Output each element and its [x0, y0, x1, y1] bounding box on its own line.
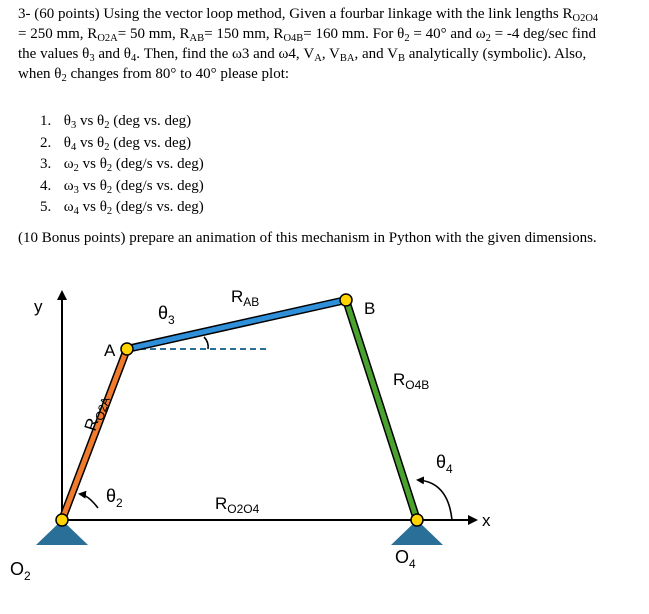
- pin-o4: [411, 514, 423, 526]
- theta4-label: $\theta_4$: [436, 452, 453, 476]
- point-a-label: A: [104, 341, 116, 360]
- o4-label: $O_4$: [395, 547, 416, 571]
- theta3-arc: [204, 337, 208, 349]
- link-o4b: [346, 300, 417, 520]
- rab-label: $R_{AB}$: [231, 287, 260, 309]
- theta2-label: $\theta_2$: [106, 486, 123, 510]
- point-b-label: B: [364, 299, 376, 318]
- task-item: 1. $\theta_3$ vs $\theta_2$ (deg vs. deg): [40, 113, 192, 131]
- task-item: 2. $\theta_4$ vs $\theta_2$ (deg vs. deg): [40, 134, 192, 153]
- bonus-statement: (10 Bonus points) prepare an animation of this mechanism in Python with the given dimensions.: [18, 230, 597, 246]
- task-item: 5. $\omega_4$ vs $\theta_2$ (deg/s vs. deg): [40, 199, 204, 217]
- problem-line-4: when $\theta_2$ changes from 80° to 40° please plot:: [18, 66, 290, 84]
- theta4-arc: [418, 480, 452, 520]
- theta3-label: $\theta_3$: [158, 303, 175, 327]
- ro2a-label: $R_{O2A}$: [80, 395, 113, 434]
- pin-o2: [56, 514, 68, 526]
- ro2o4-label: $R_{O2O4}$: [215, 494, 260, 516]
- plot-task-list: [40, 111, 204, 219]
- pin-a: [121, 343, 133, 355]
- o2-label: $O_2$: [10, 559, 31, 583]
- problem-line-1: 3- (60 points) Using the vector loop method, Given a fourbar linkage with the link lengths $R_{O2O4}$: [18, 6, 599, 24]
- problem-statement: [18, 4, 640, 84]
- pin-b: [340, 294, 352, 306]
- theta2-arc: [80, 494, 98, 508]
- fourbar-linkage-diagram: [0, 270, 649, 614]
- x-axis-label: x: [482, 511, 491, 530]
- ro4b-label: $R_{O4B}$: [393, 370, 430, 392]
- task-item: 4. $\omega_3$ vs $\theta_2$ (deg/s vs. deg): [40, 177, 204, 196]
- problem-line-3: the values $\theta_3$ and $\theta_4$. Then, find the ω3 and ω4, $V_A$, $V_{BA}$, and $V_B$ analytically (symbolic). Also,: [18, 46, 587, 64]
- y-axis-label: y: [34, 297, 43, 316]
- link-o2a: [62, 349, 127, 520]
- problem-line-2: = 250 mm, $R_{O2A}= 50$ mm, $R_{AB}= 150$ mm, $R_{O4B}= 160$ mm. For $\theta_2 = 40^\circ$ and $\omega_2 = -4$ deg/sec find: [18, 26, 596, 44]
- task-item: 3. $\omega_2$ vs $\theta_2$ (deg/s vs. deg): [40, 156, 204, 174]
